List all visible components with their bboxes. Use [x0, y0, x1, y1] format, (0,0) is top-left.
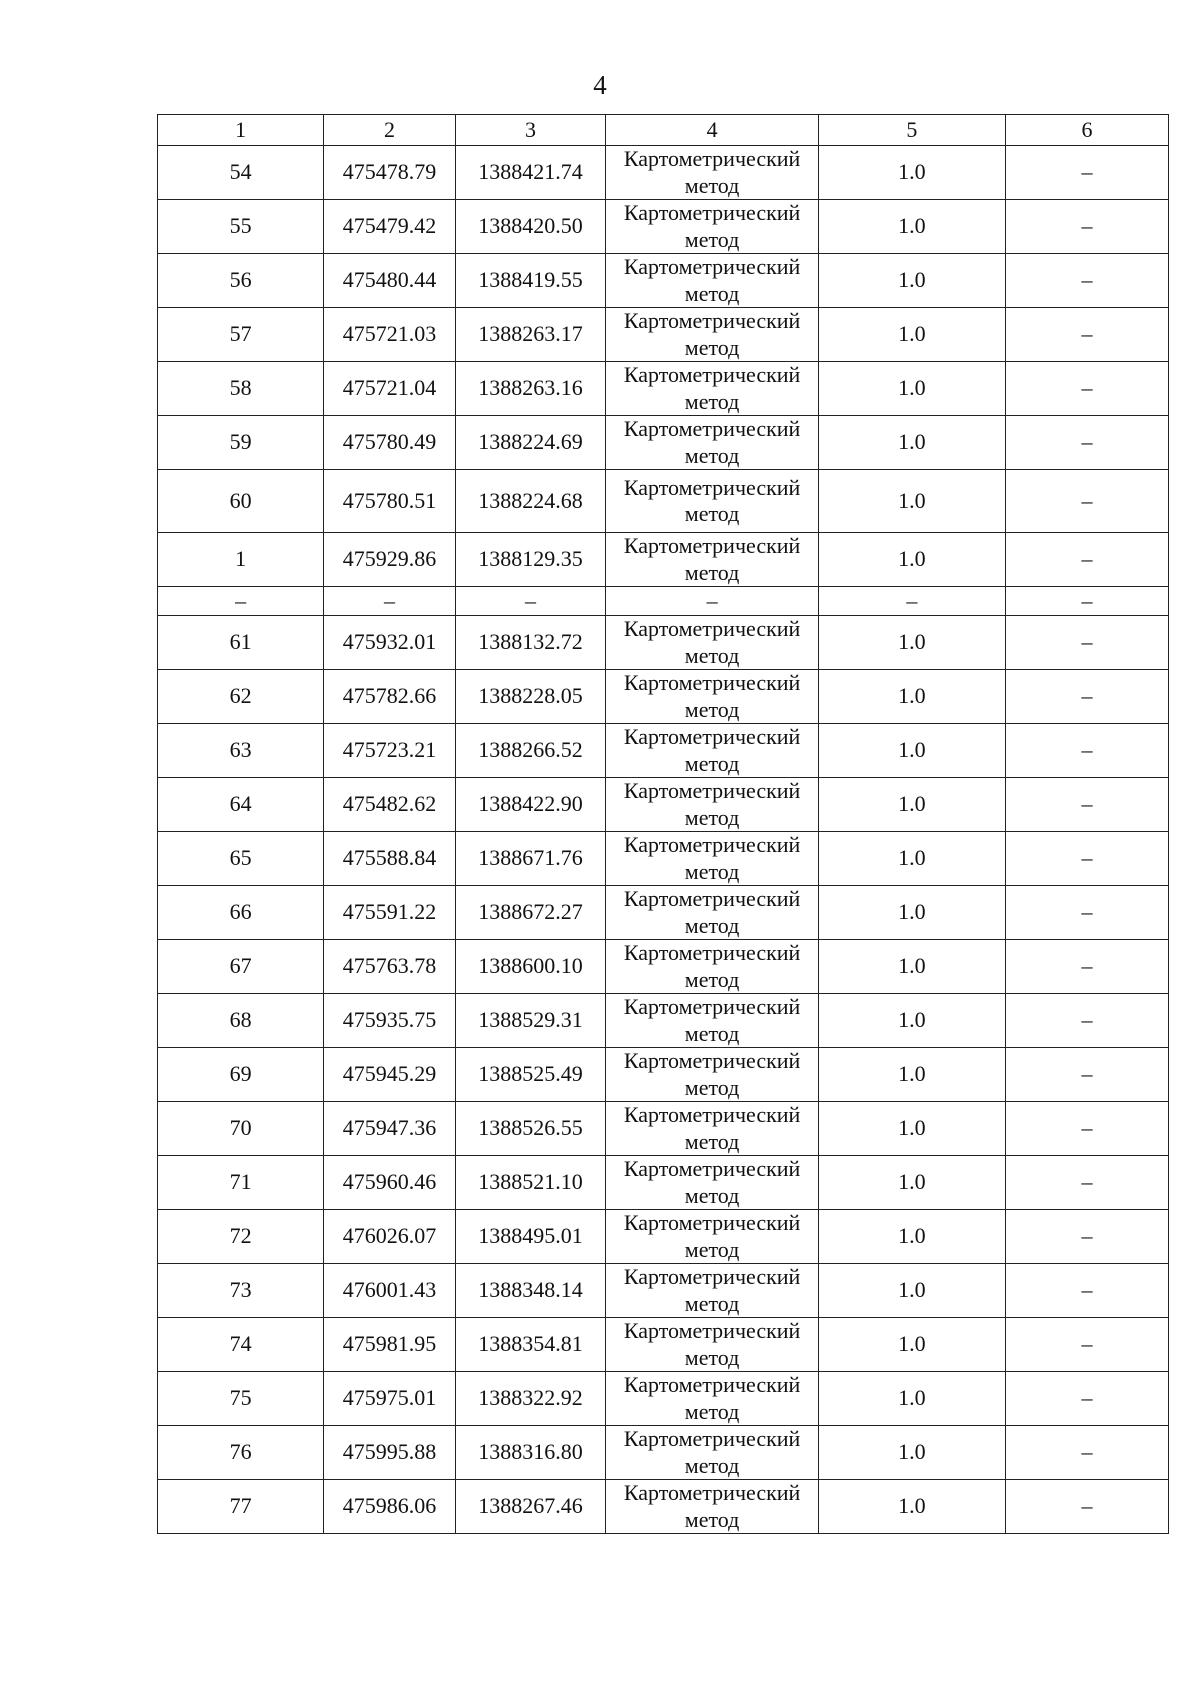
point-number: 72	[158, 1210, 324, 1264]
note-value: –	[1005, 1426, 1168, 1480]
coordinate-y: 1388420.50	[455, 200, 606, 254]
method-line-1: Картометрический	[623, 200, 801, 226]
table-row	[158, 616, 1169, 670]
table-row	[158, 1480, 1169, 1534]
method-line-2: метод	[684, 1452, 740, 1478]
note-value: –	[1005, 1480, 1168, 1534]
note-value: –	[1005, 470, 1168, 533]
separator-cell: –	[324, 587, 456, 616]
note-value: –	[1005, 940, 1168, 994]
point-number: 75	[158, 1372, 324, 1426]
accuracy-value: 1.0	[818, 940, 1005, 994]
method-cell	[606, 670, 819, 724]
note-value: –	[1005, 616, 1168, 670]
coordinate-x: 475782.66	[324, 670, 456, 724]
coordinate-x: 475479.42	[324, 200, 456, 254]
accuracy-value: 1.0	[818, 1102, 1005, 1156]
coordinate-y: 1388348.14	[455, 1264, 606, 1318]
method-cell	[606, 994, 819, 1048]
method-line-1: Картометрический	[623, 778, 801, 804]
coordinate-x: 475591.22	[324, 886, 456, 940]
accuracy-value: 1.0	[818, 308, 1005, 362]
table-header-row	[158, 115, 1169, 146]
note-value: –	[1005, 994, 1168, 1048]
point-number: 73	[158, 1264, 324, 1318]
method-cell	[606, 724, 819, 778]
table-row	[158, 1102, 1169, 1156]
method-line-1: Картометрический	[623, 1372, 801, 1398]
coordinate-x: 475482.62	[324, 778, 456, 832]
method-cell	[606, 1210, 819, 1264]
point-number: 77	[158, 1480, 324, 1534]
coordinate-x: 475780.49	[324, 416, 456, 470]
coordinate-x: 475932.01	[324, 616, 456, 670]
method-line-2: метод	[684, 388, 740, 414]
method-line-2: метод	[684, 226, 740, 252]
note-value: –	[1005, 533, 1168, 587]
method-line-1: Картометрический	[623, 254, 801, 280]
point-number: 71	[158, 1156, 324, 1210]
coordinate-y: 1388316.80	[455, 1426, 606, 1480]
method-line-2: метод	[684, 1398, 740, 1424]
coordinate-x: 476001.43	[324, 1264, 456, 1318]
table-body	[158, 146, 1169, 1534]
point-number: 54	[158, 146, 324, 200]
header-col-3: 3	[455, 115, 606, 146]
point-number: 63	[158, 724, 324, 778]
table-row	[158, 886, 1169, 940]
coordinate-y: 1388671.76	[455, 832, 606, 886]
point-number: 1	[158, 533, 324, 587]
method-line-2: метод	[684, 559, 740, 585]
method-line-2: метод	[684, 750, 740, 776]
separator-cell: –	[606, 587, 819, 616]
method-cell	[606, 778, 819, 832]
method-line-2: метод	[684, 642, 740, 668]
point-number: 57	[158, 308, 324, 362]
point-number: 59	[158, 416, 324, 470]
note-value: –	[1005, 254, 1168, 308]
method-cell	[606, 533, 819, 587]
table-row	[158, 1264, 1169, 1318]
method-cell	[606, 1480, 819, 1534]
accuracy-value: 1.0	[818, 832, 1005, 886]
method-line-2: метод	[684, 1290, 740, 1316]
note-value: –	[1005, 1372, 1168, 1426]
method-cell	[606, 1102, 819, 1156]
coordinate-x: 475986.06	[324, 1480, 456, 1534]
coordinate-y: 1388266.52	[455, 724, 606, 778]
coordinate-y: 1388132.72	[455, 616, 606, 670]
header-col-6: 6	[1005, 115, 1168, 146]
method-line-2: метод	[684, 1074, 740, 1100]
method-cell	[606, 1426, 819, 1480]
point-number: 68	[158, 994, 324, 1048]
table-row	[158, 254, 1169, 308]
coordinate-y: 1388267.46	[455, 1480, 606, 1534]
table-row	[158, 724, 1169, 778]
coordinate-x: 475721.04	[324, 362, 456, 416]
table-row	[158, 470, 1169, 533]
coordinate-y: 1388521.10	[455, 1156, 606, 1210]
coordinate-x: 475960.46	[324, 1156, 456, 1210]
table-row	[158, 1156, 1169, 1210]
method-cell	[606, 1048, 819, 1102]
coordinate-y: 1388422.90	[455, 778, 606, 832]
note-value: –	[1005, 1048, 1168, 1102]
method-line-2: метод	[684, 1020, 740, 1046]
method-line-1: Картометрический	[623, 1264, 801, 1290]
method-cell	[606, 940, 819, 994]
table-row	[158, 308, 1169, 362]
note-value: –	[1005, 670, 1168, 724]
accuracy-value: 1.0	[818, 886, 1005, 940]
note-value: –	[1005, 416, 1168, 470]
method-line-1: Картометрический	[623, 474, 801, 500]
point-number: 66	[158, 886, 324, 940]
note-value: –	[1005, 886, 1168, 940]
coordinate-x: 475780.51	[324, 470, 456, 533]
coordinate-y: 1388354.81	[455, 1318, 606, 1372]
method-cell	[606, 1156, 819, 1210]
table-row	[158, 1372, 1169, 1426]
note-value: –	[1005, 200, 1168, 254]
note-value: –	[1005, 724, 1168, 778]
coordinate-y: 1388263.17	[455, 308, 606, 362]
coordinate-x: 475478.79	[324, 146, 456, 200]
method-line-1: Картометрический	[623, 1102, 801, 1128]
method-cell	[606, 416, 819, 470]
table-row	[158, 362, 1169, 416]
point-number: 76	[158, 1426, 324, 1480]
coordinate-y: 1388495.01	[455, 1210, 606, 1264]
method-cell	[606, 146, 819, 200]
method-line-2: метод	[684, 1128, 740, 1154]
coordinate-x: 475929.86	[324, 533, 456, 587]
method-line-1: Картометрический	[623, 416, 801, 442]
accuracy-value: 1.0	[818, 1480, 1005, 1534]
method-line-1: Картометрический	[623, 994, 801, 1020]
method-line-2: метод	[684, 334, 740, 360]
note-value: –	[1005, 1264, 1168, 1318]
accuracy-value: 1.0	[818, 146, 1005, 200]
note-value: –	[1005, 1318, 1168, 1372]
method-line-2: метод	[684, 280, 740, 306]
method-line-2: метод	[684, 1506, 740, 1532]
header-col-2: 2	[324, 115, 456, 146]
note-value: –	[1005, 1156, 1168, 1210]
coordinate-x: 475588.84	[324, 832, 456, 886]
accuracy-value: 1.0	[818, 778, 1005, 832]
coordinate-y: 1388224.68	[455, 470, 606, 533]
note-value: –	[1005, 362, 1168, 416]
coordinate-x: 475480.44	[324, 254, 456, 308]
coordinate-y: 1388419.55	[455, 254, 606, 308]
method-cell	[606, 200, 819, 254]
coordinate-y: 1388421.74	[455, 146, 606, 200]
method-line-2: метод	[684, 1344, 740, 1370]
method-line-2: метод	[684, 1182, 740, 1208]
method-line-1: Картометрический	[623, 670, 801, 696]
method-cell	[606, 886, 819, 940]
coordinate-y: 1388129.35	[455, 533, 606, 587]
accuracy-value: 1.0	[818, 670, 1005, 724]
separator-cell: –	[1005, 587, 1168, 616]
table-row	[158, 533, 1169, 587]
method-line-1: Картометрический	[623, 940, 801, 966]
method-cell	[606, 362, 819, 416]
coordinate-y: 1388672.27	[455, 886, 606, 940]
point-number: 65	[158, 832, 324, 886]
accuracy-value: 1.0	[818, 362, 1005, 416]
method-cell	[606, 1372, 819, 1426]
table-row	[158, 940, 1169, 994]
accuracy-value: 1.0	[818, 1426, 1005, 1480]
coordinate-x: 476026.07	[324, 1210, 456, 1264]
page-number: 4	[593, 70, 607, 100]
table-row	[158, 200, 1169, 254]
table-row	[158, 778, 1169, 832]
header-col-1: 1	[158, 115, 324, 146]
note-value: –	[1005, 146, 1168, 200]
table-row	[158, 994, 1169, 1048]
method-line-1: Картометрический	[623, 1426, 801, 1452]
coordinates-table	[157, 114, 1169, 1534]
accuracy-value: 1.0	[818, 1372, 1005, 1426]
coordinate-y: 1388322.92	[455, 1372, 606, 1426]
note-value: –	[1005, 1210, 1168, 1264]
method-line-1: Картометрический	[623, 886, 801, 912]
note-value: –	[1005, 1102, 1168, 1156]
accuracy-value: 1.0	[818, 1210, 1005, 1264]
table-row	[158, 1048, 1169, 1102]
point-number: 56	[158, 254, 324, 308]
coordinate-x: 475945.29	[324, 1048, 456, 1102]
method-line-1: Картометрический	[623, 1156, 801, 1182]
header-col-5: 5	[818, 115, 1005, 146]
point-number: 58	[158, 362, 324, 416]
method-cell	[606, 254, 819, 308]
method-line-1: Картометрический	[623, 1210, 801, 1236]
method-line-1: Картометрический	[623, 724, 801, 750]
accuracy-value: 1.0	[818, 533, 1005, 587]
coordinate-x: 475723.21	[324, 724, 456, 778]
method-cell	[606, 832, 819, 886]
coordinate-x: 475947.36	[324, 1102, 456, 1156]
table-row	[158, 1210, 1169, 1264]
point-number: 69	[158, 1048, 324, 1102]
method-line-2: метод	[684, 912, 740, 938]
accuracy-value: 1.0	[818, 254, 1005, 308]
method-cell	[606, 1318, 819, 1372]
header-col-4: 4	[606, 115, 819, 146]
table-row	[158, 1426, 1169, 1480]
point-number: 74	[158, 1318, 324, 1372]
method-cell	[606, 616, 819, 670]
method-line-1: Картометрический	[623, 616, 801, 642]
table-row	[158, 146, 1169, 200]
separator-cell: –	[818, 587, 1005, 616]
point-number: 61	[158, 616, 324, 670]
note-value: –	[1005, 778, 1168, 832]
method-line-2: метод	[684, 858, 740, 884]
method-line-2: метод	[684, 172, 740, 198]
table-row	[158, 670, 1169, 724]
method-line-2: метод	[684, 442, 740, 468]
coordinate-y: 1388263.16	[455, 362, 606, 416]
method-line-1: Картометрический	[623, 1318, 801, 1344]
method-line-2: метод	[684, 696, 740, 722]
table-row	[158, 832, 1169, 886]
method-line-1: Картометрический	[623, 1048, 801, 1074]
coordinate-x: 475721.03	[324, 308, 456, 362]
coordinate-y: 1388529.31	[455, 994, 606, 1048]
method-line-1: Картометрический	[623, 362, 801, 388]
method-line-1: Картометрический	[623, 832, 801, 858]
method-line-1: Картометрический	[623, 1480, 801, 1506]
accuracy-value: 1.0	[818, 1156, 1005, 1210]
coordinate-y: 1388228.05	[455, 670, 606, 724]
accuracy-value: 1.0	[818, 470, 1005, 533]
accuracy-value: 1.0	[818, 1318, 1005, 1372]
separator-row	[158, 587, 1169, 616]
point-number: 70	[158, 1102, 324, 1156]
separator-cell: –	[455, 587, 606, 616]
coordinate-x: 475975.01	[324, 1372, 456, 1426]
point-number: 67	[158, 940, 324, 994]
accuracy-value: 1.0	[818, 200, 1005, 254]
method-line-2: метод	[684, 804, 740, 830]
coordinate-x: 475981.95	[324, 1318, 456, 1372]
coordinate-y: 1388600.10	[455, 940, 606, 994]
accuracy-value: 1.0	[818, 724, 1005, 778]
coordinate-x: 475995.88	[324, 1426, 456, 1480]
separator-cell: –	[158, 587, 324, 616]
accuracy-value: 1.0	[818, 416, 1005, 470]
point-number: 62	[158, 670, 324, 724]
coordinate-y: 1388526.55	[455, 1102, 606, 1156]
method-line-1: Картометрический	[623, 308, 801, 334]
method-cell	[606, 308, 819, 362]
note-value: –	[1005, 832, 1168, 886]
point-number: 55	[158, 200, 324, 254]
method-cell	[606, 470, 819, 533]
table-row	[158, 416, 1169, 470]
coordinate-x: 475935.75	[324, 994, 456, 1048]
method-line-2: метод	[684, 501, 740, 526]
coordinate-x: 475763.78	[324, 940, 456, 994]
point-number: 60	[158, 470, 324, 533]
method-cell	[606, 1264, 819, 1318]
accuracy-value: 1.0	[818, 994, 1005, 1048]
table-row	[158, 1318, 1169, 1372]
coordinate-y: 1388224.69	[455, 416, 606, 470]
note-value: –	[1005, 308, 1168, 362]
method-line-1: Картометрический	[623, 533, 801, 559]
coordinate-y: 1388525.49	[455, 1048, 606, 1102]
method-line-2: метод	[684, 966, 740, 992]
accuracy-value: 1.0	[818, 1264, 1005, 1318]
method-line-1: Картометрический	[623, 146, 801, 172]
point-number: 64	[158, 778, 324, 832]
method-line-2: метод	[684, 1236, 740, 1262]
accuracy-value: 1.0	[818, 616, 1005, 670]
accuracy-value: 1.0	[818, 1048, 1005, 1102]
